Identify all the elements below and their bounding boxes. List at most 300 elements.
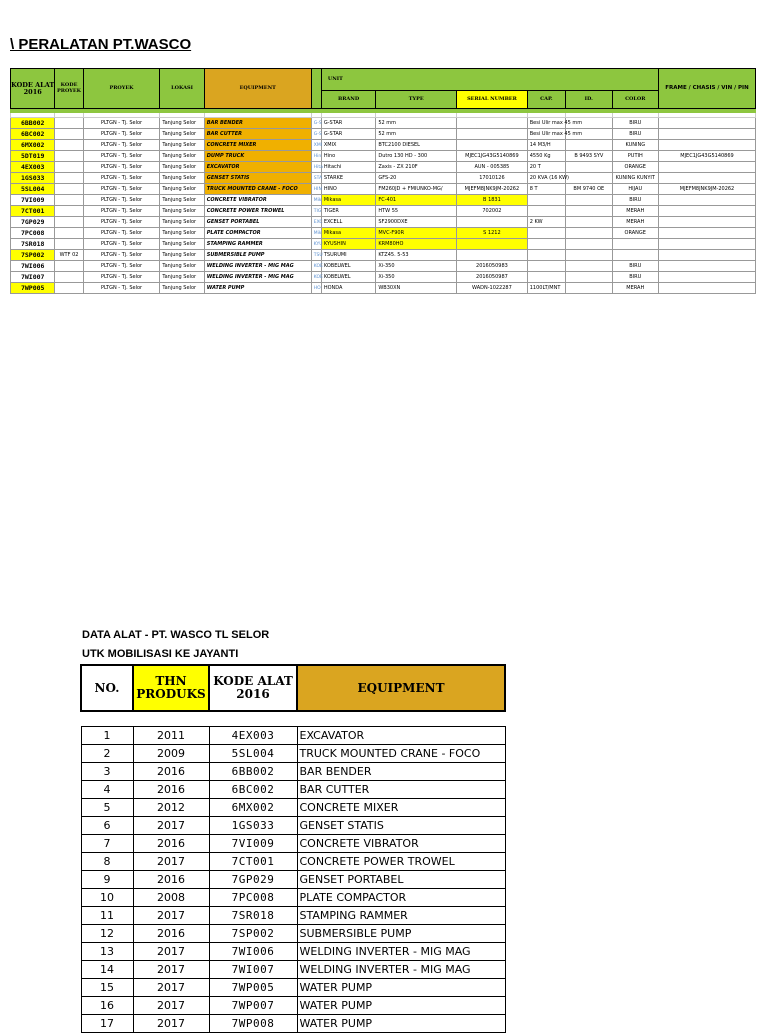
header-unit: UNIT <box>321 69 658 91</box>
cell-kode-proyek <box>55 173 83 184</box>
cell-thn: 2017 <box>133 907 209 925</box>
cell-lokasi: Tanjung Selor <box>160 195 204 206</box>
cell-id <box>566 228 612 239</box>
cell-frame <box>659 272 756 283</box>
cell-unit: Hin <box>311 151 321 162</box>
cell-kode: 7WP005 <box>209 979 297 997</box>
cell-unit: STA <box>311 173 321 184</box>
cell-kode: 6MX002 <box>11 140 55 151</box>
cell-equipment: PLATE COMPACTOR <box>297 889 505 907</box>
header-lokasi: LOKASI <box>160 69 204 109</box>
cell-kode-proyek <box>55 195 83 206</box>
table-row <box>11 140 756 151</box>
cell-no: 16 <box>81 997 133 1015</box>
table-row <box>81 997 505 1015</box>
cell-equipment: GENSET PORTABEL <box>297 871 505 889</box>
header-no: NO. <box>81 665 133 711</box>
cell-proyek: PLTGN - Tj. Selor <box>83 206 160 217</box>
cell-equipment: CONCRETE VIBRATOR <box>297 835 505 853</box>
cell-frame <box>659 228 756 239</box>
cell-brand: STARKE <box>321 173 376 184</box>
cell-kode: 7PC008 <box>209 889 297 907</box>
cell-brand: G-STAR <box>321 118 376 129</box>
cell-equipment: WATER PUMP <box>297 997 505 1015</box>
cell-type: Dutro 130 HD - 300 <box>376 151 457 162</box>
cell-equipment: EXCAVATOR <box>204 162 311 173</box>
cell-color <box>612 250 658 261</box>
cell-frame <box>659 206 756 217</box>
table-row <box>81 745 505 763</box>
cell-no: 14 <box>81 961 133 979</box>
cell-brand: Hino <box>321 151 376 162</box>
cell-unit: HO <box>311 283 321 294</box>
table-row <box>81 835 505 853</box>
cell-kode-proyek <box>55 140 83 151</box>
cell-brand: EXCELL <box>321 217 376 228</box>
header-kode-alat: KODE ALAT 2016 <box>11 69 55 109</box>
cell-equipment: CONCRETE VIBRATOR <box>204 195 311 206</box>
header-proyek: PROYEK <box>83 69 160 109</box>
cell-serial: S 1212 <box>457 228 528 239</box>
cell-brand: TIGER <box>321 206 376 217</box>
cell-cap: 2 KW <box>527 217 565 228</box>
cell-thn: 2008 <box>133 889 209 907</box>
cell-thn: 2017 <box>133 979 209 997</box>
cell-no: 17 <box>81 1015 133 1033</box>
cell-color: BIRU <box>612 261 658 272</box>
cell-type: Zaxis - ZX 210F <box>376 162 457 173</box>
cell-lokasi: Tanjung Selor <box>160 239 204 250</box>
cell-equipment: CONCRETE POWER TROWEL <box>297 853 505 871</box>
cell-kode: 7SP002 <box>209 925 297 943</box>
cell-brand: KOBELWEL <box>321 272 376 283</box>
cell-proyek: PLTGN - Tj. Selor <box>83 173 160 184</box>
cell-type: 52 mm <box>376 129 457 140</box>
cell-type: GFS-20 <box>376 173 457 184</box>
cell-kode-proyek: WTF 02 <box>55 250 83 261</box>
cell-id <box>566 195 612 206</box>
cell-lokasi: Tanjung Selor <box>160 184 204 195</box>
cell-color: KUNING <box>612 140 658 151</box>
cell-thn: 2017 <box>133 943 209 961</box>
cell-unit: XMI <box>311 140 321 151</box>
cell-cap <box>527 195 565 206</box>
cell-no: 12 <box>81 925 133 943</box>
cell-thn: 2017 <box>133 1015 209 1033</box>
cell-type: KRM80HO <box>376 239 457 250</box>
cell-thn: 2016 <box>133 835 209 853</box>
mobilization-table <box>80 664 506 1033</box>
table-row <box>11 118 756 129</box>
cell-frame: MJEFM8JNK9JM-20262 <box>659 184 756 195</box>
cell-lokasi: Tanjung Selor <box>160 217 204 228</box>
cell-equipment: STAMPING RAMMER <box>297 907 505 925</box>
cell-equipment: WELDING INVERTER - MIG MAG <box>204 261 311 272</box>
cell-lokasi: Tanjung Selor <box>160 140 204 151</box>
header-equipment: EQUIPMENT <box>204 69 311 109</box>
header-kode-proyek: KODE PROYEK <box>55 69 83 109</box>
cell-serial <box>457 129 528 140</box>
cell-kode: 7WP008 <box>209 1015 297 1033</box>
cell-id <box>566 239 612 250</box>
cell-no: 9 <box>81 871 133 889</box>
cell-frame <box>659 250 756 261</box>
cell-lokasi: Tanjung Selor <box>160 206 204 217</box>
cell-kode-proyek <box>55 239 83 250</box>
cell-kode: 7SR018 <box>209 907 297 925</box>
cell-cap: 8 T <box>527 184 565 195</box>
cell-brand: Mikasa <box>321 228 376 239</box>
cell-kode: 7WP007 <box>209 997 297 1015</box>
header-frame: FRAME / CHASIS / VIN / PIN <box>659 69 756 109</box>
cell-id <box>566 261 612 272</box>
cell-kode: 6BC002 <box>11 129 55 140</box>
cell-cap <box>527 206 565 217</box>
cell-frame <box>659 261 756 272</box>
cell-equipment: EXCAVATOR <box>297 727 505 745</box>
cell-cap <box>527 272 565 283</box>
cell-frame <box>659 162 756 173</box>
cell-id <box>566 283 612 294</box>
cell-kode: 7PC008 <box>11 228 55 239</box>
cell-kode: 7WI006 <box>209 943 297 961</box>
cell-serial: 2016050983 <box>457 261 528 272</box>
cell-kode: 7WI006 <box>11 261 55 272</box>
table-row <box>11 162 756 173</box>
cell-type: SF2900DXE <box>376 217 457 228</box>
header-color: COLOR <box>612 91 658 109</box>
cell-type: WB30XN <box>376 283 457 294</box>
section-subtitle: UTK MOBILISASI KE JAYANTI <box>82 648 239 660</box>
cell-lokasi: Tanjung Selor <box>160 261 204 272</box>
cell-no: 2 <box>81 745 133 763</box>
header-blank <box>311 69 321 109</box>
cell-proyek: PLTGN - Tj. Selor <box>83 228 160 239</box>
cell-kode: 7CT001 <box>11 206 55 217</box>
cell-serial: AUN - 005385 <box>457 162 528 173</box>
cell-kode-proyek <box>55 162 83 173</box>
cell-thn: 2016 <box>133 871 209 889</box>
cell-kode: 7CT001 <box>209 853 297 871</box>
cell-thn: 2016 <box>133 763 209 781</box>
cell-frame <box>659 173 756 184</box>
cell-kode-proyek <box>55 129 83 140</box>
cell-id: B 9493 SYV <box>566 151 612 162</box>
cell-equipment: TRUCK MOUNTED CRANE - FOCO <box>297 745 505 763</box>
cell-type: FM260JD + FMIUNKO-MG/ <box>376 184 457 195</box>
cell-thn: 2016 <box>133 781 209 799</box>
table-row <box>81 853 505 871</box>
cell-unit: HIN <box>311 184 321 195</box>
cell-lokasi: Tanjung Selor <box>160 283 204 294</box>
cell-color: MERAH <box>612 206 658 217</box>
table-row <box>81 817 505 835</box>
header-thn-produks: THN PRODUKS <box>133 665 209 711</box>
cell-brand: TSURUMI <box>321 250 376 261</box>
cell-equipment: GENSET STATIS <box>297 817 505 835</box>
table-row <box>81 799 505 817</box>
cell-color: BIRU <box>612 272 658 283</box>
cell-color: BIRU <box>612 195 658 206</box>
cell-lokasi: Tanjung Selor <box>160 162 204 173</box>
cell-no: 8 <box>81 853 133 871</box>
cell-no: 1 <box>81 727 133 745</box>
cell-frame <box>659 283 756 294</box>
table-row <box>81 1015 505 1033</box>
section-title: DATA ALAT - PT. WASCO TL SELOR <box>82 629 270 641</box>
header-id: ID. <box>566 91 612 109</box>
cell-equipment: WELDING INVERTER - MIG MAG <box>297 961 505 979</box>
cell-kode-proyek <box>55 151 83 162</box>
cell-kode: 4EX003 <box>11 162 55 173</box>
cell-equipment: BAR BENDER <box>204 118 311 129</box>
table-row <box>11 195 756 206</box>
cell-kode: 6MX002 <box>209 799 297 817</box>
cell-cap <box>527 228 565 239</box>
cell-id <box>566 217 612 228</box>
cell-no: 7 <box>81 835 133 853</box>
cell-kode: 7WI007 <box>209 961 297 979</box>
cell-unit: EXC <box>311 217 321 228</box>
cell-equipment: STAMPING RAMMER <box>204 239 311 250</box>
cell-lokasi: Tanjung Selor <box>160 129 204 140</box>
cell-kode: 7WI007 <box>11 272 55 283</box>
table-row <box>81 907 505 925</box>
table-row <box>81 763 505 781</box>
cell-brand: G-STAR <box>321 129 376 140</box>
cell-color: BIRU <box>612 118 658 129</box>
cell-proyek: PLTGN - Tj. Selor <box>83 184 160 195</box>
cell-cap: 20 KVA (16 KW) <box>527 173 565 184</box>
cell-kode: 6BB002 <box>209 763 297 781</box>
cell-thn: 2017 <box>133 817 209 835</box>
cell-thn: 2016 <box>133 925 209 943</box>
cell-kode-proyek <box>55 217 83 228</box>
table-row <box>81 943 505 961</box>
cell-kode: 1GS033 <box>11 173 55 184</box>
cell-cap: Besi Ulir max 45 mm <box>527 118 565 129</box>
cell-id <box>566 206 612 217</box>
cell-kode: 1GS033 <box>209 817 297 835</box>
cell-thn: 2017 <box>133 853 209 871</box>
cell-cap: Besi Ulir max 45 mm <box>527 129 565 140</box>
cell-proyek: PLTGN - Tj. Selor <box>83 261 160 272</box>
cell-kode: 7GP029 <box>11 217 55 228</box>
cell-proyek: PLTGN - Tj. Selor <box>83 118 160 129</box>
cell-color: ORANGE <box>612 162 658 173</box>
table-row <box>81 781 505 799</box>
cell-kode: 7VI009 <box>11 195 55 206</box>
cell-color <box>612 239 658 250</box>
cell-lokasi: Tanjung Selor <box>160 272 204 283</box>
cell-thn: 2009 <box>133 745 209 763</box>
cell-proyek: PLTGN - Tj. Selor <box>83 239 160 250</box>
table-row <box>81 889 505 907</box>
cell-frame: MJEC1JG43G5140869 <box>659 151 756 162</box>
table-row <box>11 261 756 272</box>
cell-equipment: WELDING INVERTER - MIG MAG <box>297 943 505 961</box>
spacer-row <box>81 711 505 727</box>
cell-type: KTZ45. 5-53 <box>376 250 457 261</box>
header-type: TYPE <box>376 91 457 109</box>
cell-proyek: PLTGN - Tj. Selor <box>83 129 160 140</box>
cell-proyek: PLTGN - Tj. Selor <box>83 272 160 283</box>
cell-equipment: WATER PUMP <box>297 1015 505 1033</box>
table-row <box>11 228 756 239</box>
cell-proyek: PLTGN - Tj. Selor <box>83 283 160 294</box>
cell-color: KUNING KUNYIT <box>612 173 658 184</box>
cell-kode-proyek <box>55 206 83 217</box>
cell-equipment: CONCRETE MIXER <box>204 140 311 151</box>
cell-brand: XMIX <box>321 140 376 151</box>
header-serial: SERIAL NUMBER <box>457 91 528 109</box>
cell-color: ORANGE <box>612 228 658 239</box>
cell-equipment: DUMP TRUCK <box>204 151 311 162</box>
cell-kode: 4EX003 <box>209 727 297 745</box>
cell-equipment: TRUCK MOUNTED CRANE - FOCO <box>204 184 311 195</box>
cell-equipment: CONCRETE MIXER <box>297 799 505 817</box>
cell-thn: 2012 <box>133 799 209 817</box>
document-title: \ PERALATAN PT.WASCO <box>10 36 192 53</box>
cell-thn: 2011 <box>133 727 209 745</box>
cell-frame <box>659 140 756 151</box>
cell-proyek: PLTGN - Tj. Selor <box>83 250 160 261</box>
cell-kode: 7VI009 <box>209 835 297 853</box>
cell-unit: Hita <box>311 162 321 173</box>
cell-id <box>566 162 612 173</box>
cell-unit: TSU <box>311 250 321 261</box>
cell-type: 52 mm <box>376 118 457 129</box>
cell-type: Xi-350 <box>376 261 457 272</box>
cell-no: 5 <box>81 799 133 817</box>
cell-kode-proyek <box>55 261 83 272</box>
cell-equipment: GENSET PORTABEL <box>204 217 311 228</box>
cell-unit: Mik <box>311 228 321 239</box>
table-row <box>11 250 756 261</box>
cell-unit: Mik <box>311 195 321 206</box>
cell-frame <box>659 129 756 140</box>
cell-brand: HINO <box>321 184 376 195</box>
table-row <box>11 206 756 217</box>
cell-no: 11 <box>81 907 133 925</box>
cell-lokasi: Tanjung Selor <box>160 250 204 261</box>
cell-equipment: PLATE COMPACTOR <box>204 228 311 239</box>
cell-brand: HONDA <box>321 283 376 294</box>
cell-type: Xi-350 <box>376 272 457 283</box>
cell-unit: G-S <box>311 129 321 140</box>
cell-cap: 4550 Kg <box>527 151 565 162</box>
cell-kode: 7WP005 <box>11 283 55 294</box>
cell-color: PUTIH <box>612 151 658 162</box>
cell-color: MERAH <box>612 283 658 294</box>
cell-serial: 17010126 <box>457 173 528 184</box>
cell-id: BM 9740 OE <box>566 184 612 195</box>
table-row <box>81 871 505 889</box>
cell-cap: 1100LT/MNT <box>527 283 565 294</box>
cell-equipment: WATER PUMP <box>204 283 311 294</box>
header-brand: BRAND <box>321 91 376 109</box>
cell-kode: 7SP002 <box>11 250 55 261</box>
cell-type: MVC-F90R <box>376 228 457 239</box>
cell-serial: 702002 <box>457 206 528 217</box>
cell-kode: 5SL004 <box>209 745 297 763</box>
cell-serial <box>457 250 528 261</box>
cell-unit: G-S <box>311 118 321 129</box>
cell-serial: MJEFM8JNK9JM-20262 <box>457 184 528 195</box>
cell-id <box>566 272 612 283</box>
cell-serial <box>457 217 528 228</box>
equipment-table <box>10 68 756 294</box>
cell-color: MERAH <box>612 217 658 228</box>
cell-lokasi: Tanjung Selor <box>160 173 204 184</box>
cell-serial: WADN-1022287 <box>457 283 528 294</box>
cell-kode-proyek <box>55 118 83 129</box>
cell-type: BTC2100 DIESEL <box>376 140 457 151</box>
table-row <box>81 727 505 745</box>
cell-kode: 6BC002 <box>209 781 297 799</box>
cell-frame <box>659 118 756 129</box>
cell-kode-proyek <box>55 272 83 283</box>
cell-equipment: BAR BENDER <box>297 763 505 781</box>
cell-proyek: PLTGN - Tj. Selor <box>83 140 160 151</box>
cell-equipment: GENSET STATIS <box>204 173 311 184</box>
table-row <box>11 173 756 184</box>
cell-frame <box>659 217 756 228</box>
cell-cap <box>527 250 565 261</box>
cell-serial: B 1831 <box>457 195 528 206</box>
cell-kode: 7GP029 <box>209 871 297 889</box>
cell-kode: 7SR018 <box>11 239 55 250</box>
cell-id <box>566 173 612 184</box>
table-row <box>81 961 505 979</box>
cell-id <box>566 250 612 261</box>
cell-proyek: PLTGN - Tj. Selor <box>83 151 160 162</box>
cell-no: 3 <box>81 763 133 781</box>
table-row <box>81 925 505 943</box>
cell-type: HTW 55 <box>376 206 457 217</box>
cell-no: 4 <box>81 781 133 799</box>
cell-equipment: BAR CUTTER <box>204 129 311 140</box>
cell-frame <box>659 239 756 250</box>
cell-brand: Mikasa <box>321 195 376 206</box>
cell-no: 13 <box>81 943 133 961</box>
cell-kode-proyek <box>55 283 83 294</box>
cell-no: 10 <box>81 889 133 907</box>
cell-equipment: CONCRETE POWER TROWEL <box>204 206 311 217</box>
cell-unit: TIG <box>311 206 321 217</box>
cell-kode: 5SL004 <box>11 184 55 195</box>
cell-lokasi: Tanjung Selor <box>160 151 204 162</box>
cell-kode: 5DT019 <box>11 151 55 162</box>
cell-no: 15 <box>81 979 133 997</box>
cell-unit: KYU <box>311 239 321 250</box>
cell-type: FC-401 <box>376 195 457 206</box>
cell-lokasi: Tanjung Selor <box>160 228 204 239</box>
table-row <box>11 272 756 283</box>
header-kode-alat-2016: KODE ALAT 2016 <box>209 665 297 711</box>
table-row <box>11 151 756 162</box>
cell-serial <box>457 140 528 151</box>
table-row <box>11 129 756 140</box>
cell-unit: KOE <box>311 272 321 283</box>
cell-thn: 2017 <box>133 961 209 979</box>
cell-thn: 2017 <box>133 997 209 1015</box>
cell-proyek: PLTGN - Tj. Selor <box>83 217 160 228</box>
cell-id <box>566 140 612 151</box>
cell-cap: 20 T <box>527 162 565 173</box>
table-row <box>11 283 756 294</box>
cell-serial <box>457 239 528 250</box>
